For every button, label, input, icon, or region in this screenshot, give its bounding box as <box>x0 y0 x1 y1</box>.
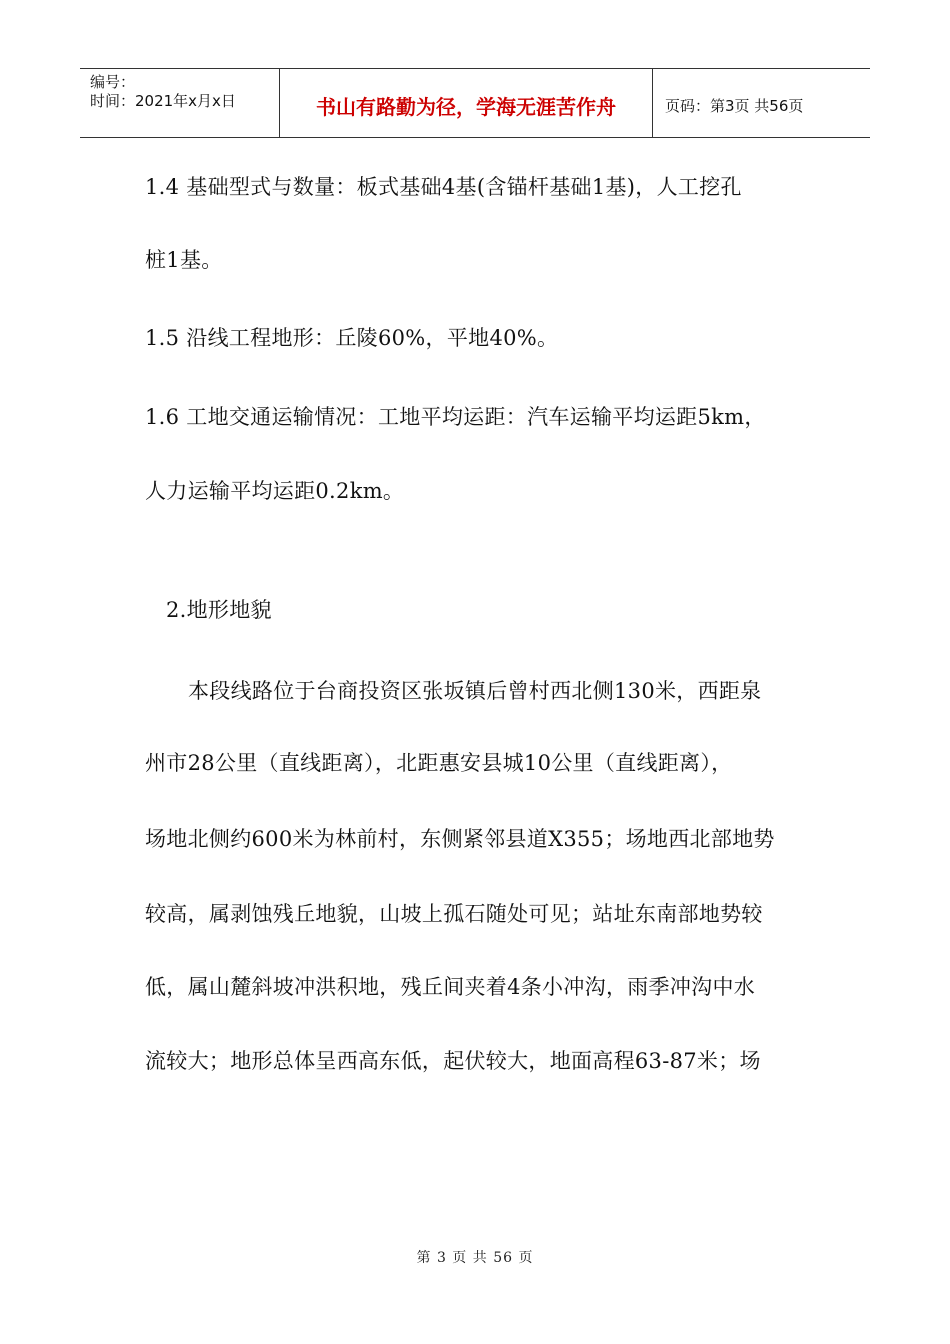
body-line: 1.5 沿线工程地形：丘陵60%，平地40%。 <box>145 326 559 350</box>
header-page-info: 页码：第3页 共56页 <box>665 96 804 115</box>
header-number-label: 编号： <box>90 73 136 91</box>
header-meta <box>80 69 280 137</box>
body-line: 桩1基。 <box>145 248 223 272</box>
body-line: 流较大；地形总体呈西高东低，起伏较大，地面高程63-87米；场 <box>145 1049 761 1073</box>
body-line: 场地北侧约600米为林前村，东侧紧邻县道X355；场地西北部地势 <box>145 827 775 851</box>
body-line: 低，属山麓斜坡冲洪积地，残丘间夹着4条小冲沟，雨季冲沟中水 <box>145 975 756 999</box>
header-motto: 书山有路勤为径，学海无涯苦作舟 <box>280 69 653 137</box>
page-header <box>80 68 870 138</box>
body-line: 1.6 工地交通运输情况：工地平均运距：汽车运输平均运距5km， <box>145 405 766 429</box>
body-line: 较高，属剥蚀残丘地貌，山坡上孤石随处可见；站址东南部地势较 <box>145 902 763 926</box>
header-time-label: 时间：2021年x月x日 <box>90 92 236 110</box>
body-line: 州市28公里（直线距离），北距惠安县城10公里（直线距离）， <box>145 751 733 775</box>
body-line: 人力运输平均运距0.2km。 <box>145 479 405 503</box>
body-line: 1.4 基础型式与数量：板式基础4基(含锚杆基础1基)，人工挖孔 <box>145 175 742 199</box>
body-line: 本段线路位于台商投资区张坂镇后曾村西北侧130米，西距泉 <box>188 679 762 703</box>
section-heading: 2.地形地貌 <box>166 598 272 622</box>
page-footer: 第 3 页 共 56 页 <box>416 1250 534 1266</box>
